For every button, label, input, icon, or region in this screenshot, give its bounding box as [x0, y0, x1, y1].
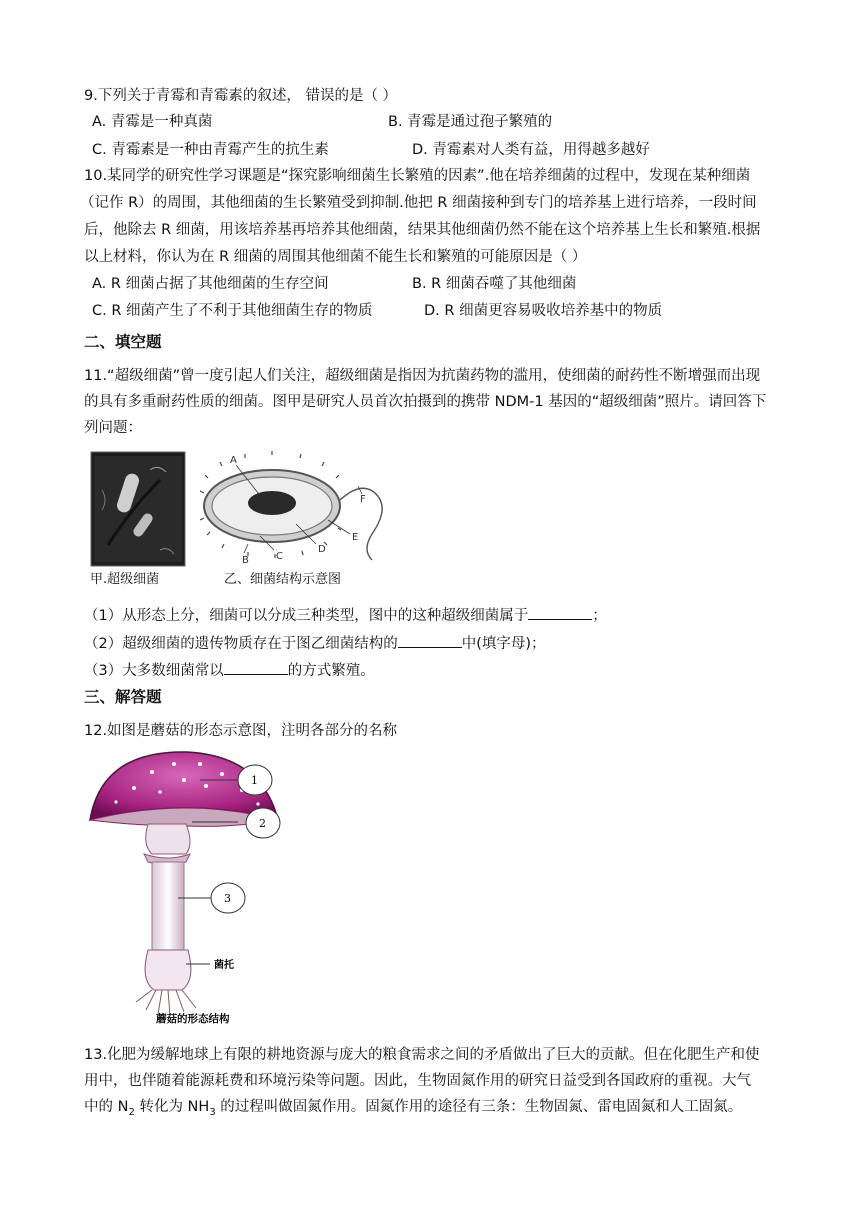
q13-n2-subscript: 2: [128, 1106, 135, 1118]
q10-stem-line4: 以上材料，你认为在 R 细菌的周围其他细菌不能生长和繁殖的可能原因是（ ）: [84, 249, 587, 265]
q13-line3-part2: 转化为 NH: [134, 1099, 210, 1115]
q11-sub2-blank[interactable]: [398, 633, 462, 648]
q13-line1: 13.化肥为缓解地球上有限的耕地资源与庞大的粮食需求之间的矛盾做出了巨大的贡献。但在化肥生产和使: [84, 1047, 760, 1063]
q11-stem-line3: 列问题：: [84, 420, 142, 436]
q9-option-c: C. 青霉素是一种由青霉产生的抗生素: [92, 142, 329, 158]
q11-sub2-end: 中(填字母)；: [461, 636, 546, 652]
label-f: F: [360, 494, 366, 505]
superbug-photo-figure: [90, 450, 188, 592]
q13-nh3-subscript: 3: [209, 1106, 216, 1118]
q13-line3-part1: 中的 N: [84, 1099, 129, 1115]
q11-sub1: [84, 605, 607, 626]
q9-stem: 9.下列关于青霉和青霉素的叙述， 错误的是（ ）: [84, 88, 398, 104]
q13-line3-part3: 的过程叫做固氮作用。固氮作用的途径有三条：生物固氮、雷电固氮和人工固氮。: [215, 1099, 743, 1115]
label-b: B: [242, 555, 249, 566]
bacterium-diagram-figure: [200, 448, 400, 594]
bacterium-diagram-caption: 乙、细菌结构示意图: [224, 572, 342, 587]
label-d: D: [318, 544, 326, 555]
q10-stem-line2: （记作 R）的周围，其他细菌的生长繁殖受到抑制.他把 R 细菌接种到专门的培养基上进行培养，一段时间: [80, 195, 757, 211]
q13-line3: [84, 1097, 742, 1123]
q11-sub2: [84, 633, 546, 654]
q9-option-a: A. 青霉是一种真菌: [92, 114, 213, 130]
q11-sub1-text: （1）从形态上分，细菌可以分成三种类型，图中的这种超级细菌属于: [84, 608, 529, 624]
q11-sub1-blank[interactable]: [528, 605, 592, 620]
q10-stem-line1: 10.某同学的研究性学习课题是“探究影响细菌生长繁殖的因素”.他在培养细菌的过程中，发现在某种细菌: [84, 168, 751, 184]
q9-option-d: D. 青霉素对人类有益，用得越多越好: [412, 142, 650, 158]
q10-option-c: C. R 细菌产生了不利于其他细菌生存的物质: [92, 303, 373, 319]
mushroom-diagram: [82, 750, 302, 1030]
q11-sub2-text: （2）超级细菌的遗传物质存在于图乙细菌结构的: [84, 636, 398, 652]
mushroom-caption: 蘑菇的形态结构: [156, 1013, 230, 1025]
mushroom-volva-label: 菌托: [214, 960, 234, 971]
q11-stem-line1: 11.“超级细菌”曾一度引起人们关注，超级细菌是指因为抗菌药物的滥用，使细菌的耐药性不断增强而出现: [84, 368, 761, 384]
superbug-photo-caption: 甲.超级细菌: [90, 572, 160, 587]
q11-sub3-blank[interactable]: [224, 660, 288, 675]
label-e: E: [352, 532, 359, 543]
q10-option-b: B. R 细菌吞噬了其他细菌: [412, 276, 577, 292]
q11-sub3-end: 的方式繁殖。: [287, 663, 375, 679]
bacterium-diagram: [200, 448, 400, 568]
q12-stem: 12.如图是蘑菇的形态示意图，注明各部分的名称: [84, 723, 398, 739]
mushroom-figure: [82, 750, 302, 1030]
label-a: A: [230, 455, 237, 466]
q11-sub1-end: ；: [592, 608, 607, 624]
q10-stem-line3: 后，他除去 R 细菌，用该培养基再培养其他细菌，结果其他细菌仍然不能在这个培养基上生长和繁殖.根据: [84, 222, 761, 238]
q11-stem-line2: 的具有多重耐药性质的细菌。图甲是研究人员首次拍摄到的携带 NDM-1 基因的“超级细菌”照片。请回答下: [84, 394, 767, 410]
q10-option-a: A. R 细菌占据了其他细菌的生存空间: [92, 276, 329, 292]
q9-option-b: B. 青霉是通过孢子繁殖的: [388, 114, 553, 130]
mushroom-label-3: 3: [224, 892, 231, 905]
q11-sub3-text: （3）大多数细菌常以: [84, 663, 224, 679]
mushroom-label-1: 1: [251, 774, 258, 787]
q10-option-d: D. R 细菌更容易吸收培养基中的物质: [424, 303, 663, 319]
q11-sub3: [84, 660, 375, 681]
section-2-heading: 二、填空题: [84, 333, 162, 351]
section-3-heading: 三、解答题: [84, 688, 162, 706]
label-c: C: [276, 551, 283, 562]
mushroom-label-2: 2: [259, 817, 266, 830]
q13-line2: 用中，也伴随着能源耗费和环境污染等问题。因此，生物固氮作用的研究日益受到各国政府的重视。大气: [84, 1073, 751, 1089]
